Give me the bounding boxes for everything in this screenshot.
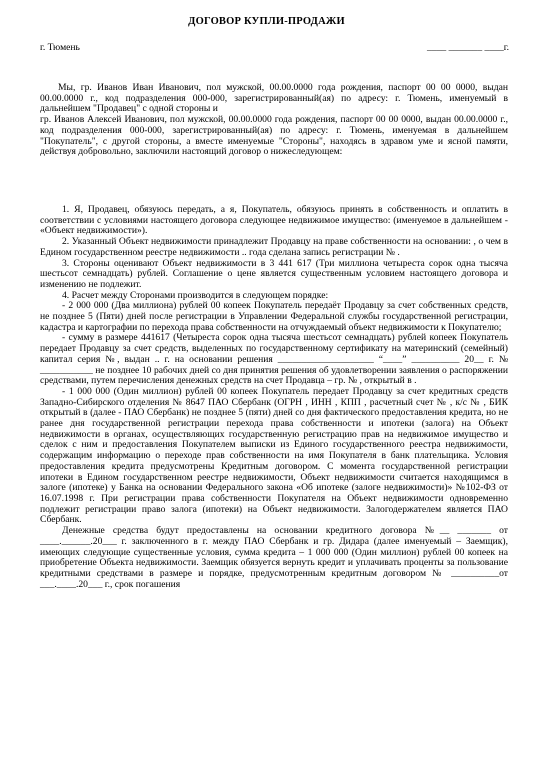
clause-4-credit-funds: - 1 000 000 (Один миллион) рублей 00 копеек Покупатель передает Продавцу за счет кредитных средств Западно-Сибирского отделения № 8647 ПАО Сбербанк (ОГРН , ИНН , КПП , расчетный счет № , к/с № , БИК открытый в (далее - ПАО Сбербанк) не позднее 5 (пяти) дней со дня фактического предоставления кредита, но не ранее дня государственной регистрации перехода права собственности и ипотеки (залога) на Объект недвижимости в органах, осуществляющих государственную регистрацию прав на недвижимое имущество и сделок с ним и предоставления Покупателем выписки из Единого государственного реестра недвижимости, содержащим информацию о переходе прав собственности на имя Покупателя в банк плательщика. Условия предоставления кредита предусмотрены Кредитным договором. С момента государственной регистрации ипотеки в Едином государственном реестре недвижимости, Объект недвижимости считается находящимся в залоге (ипотеке) у Банка на основании Федерального закона «Об ипотеке (залоге недвижимости)» №102-ФЗ от 16.07.1998 г. При регистрации права собственности Покупателя на Объект недвижимости одновременно подлежит регистрации право залога (ипотеки) на Объект недвижимости. Залогодержателем является ПАО Сбербанк.: [40, 385, 508, 526]
clause-2: 2. Указанный Объект недвижимости принадлежит Продавцу на праве собственности на основании: , о чем в Едином государственном реестре недвижимости .. года сделана запись регистрации № .: [40, 236, 508, 258]
clause-4: 4. Расчет между Сторонами производится в следующем порядке:: [62, 289, 329, 301]
clause-4-maternity-capital: - сумму в размере 441617 (Четыреста сорок одна тысяча шестьсот семнадцать) рублей копеек Покупатель передает Продавцу за счет средств, выделенных по государственному сертификату на материнский (семейный) капитал серия №, выдан .. г. на основании решения ____________________ “____” __________ 20__ г. № ___________ не позднее 10 рабочих дней со дня принятия решения об удовлетворении заявления о распоряжении средствами, путем перечисления денежных средств на счет Продавца – гр. № , открытый в .: [40, 332, 508, 387]
clause-1: 1. Я, Продавец, обязуюсь передать, а я, Покупатель, обязуюсь принять в собственность и оплатить в соответствии с условиями настоящего договора следующее недвижимое имущество: (именуемое в дальнейшем - «Объект недвижимости»).: [40, 204, 508, 237]
clause-3: 3. Стороны оценивают Объект недвижимости в 3 441 617 (Три миллиона четыреста сорок одна тысяча шестьсот семнадцать) рублей. Соглашение о цене является существенным условием настоящего договора и изменению не подлежит.: [40, 257, 508, 290]
document-date: ____ _______ ____г.: [426, 42, 509, 53]
party-seller: Мы, гр. Иванов Иван Иванович, пол мужской, 00.00.0000 года рождения, паспорт 00 00 0000, выдан 00.00.0000 г., код подразделения 000-000, зарегистрированный(ая) по адресу: г. Тюмень, именуемый в дальнейшем "Продавец" с одной стороны и: [40, 82, 508, 115]
clauses-section: [40, 205, 508, 590]
party-buyer: гр. Иванов Алексей Иванович, пол мужской, 00.00.0000 года рождения, паспорт 00 00 0000, выдан 00.00.0000 г., код подразделения 000-000, зарегистрированный(ая) по адресу: г. Тюмень, именуемая в дальнейшем "Покупатель", с другой стороны, а вместе именуемые "Стороны", находясь в здравом уме и ясной памяти, действуя добровольно, заключили настоящий договор о нижеследующем:: [40, 114, 508, 158]
clause-credit-agreement: Денежные средства будут предоставлены на основании кредитного договора №__ _______ от ____.______.20___ г. заключенного в г. между ПАО Сбербанк и гр. Дидара (далее именуемый – Заемщик), имеющих следующие существенные условия, сумма кредита – 1 000 000 (Один миллион) рублей 00 копеек на приобретение Объекта недвижимости. Заемщик обязуется вернуть кредит и уплачивать проценты за пользование кредитными средствами в размере и порядке, предусмотренным кредитным договором № __________от ___.____.20___ г., срок погашения: [40, 525, 508, 590]
parties-section: [40, 83, 508, 158]
document-title: ДОГОВОР КУПЛИ-ПРОДАЖИ: [188, 16, 345, 27]
document-city: г. Тюмень: [40, 42, 80, 53]
clause-4-own-funds: - 2 000 000 (Два миллиона) рублей 00 копеек Покупатель передаёт Продавцу за счет собственных средств, не позднее 5 (Пяти) дней после регистрации в Управлении Федеральной службы государственной регистрации, кадастра и картографии по перехода права собственности на отчуждаемый объект недвижимости к Покупателю;: [40, 300, 508, 333]
